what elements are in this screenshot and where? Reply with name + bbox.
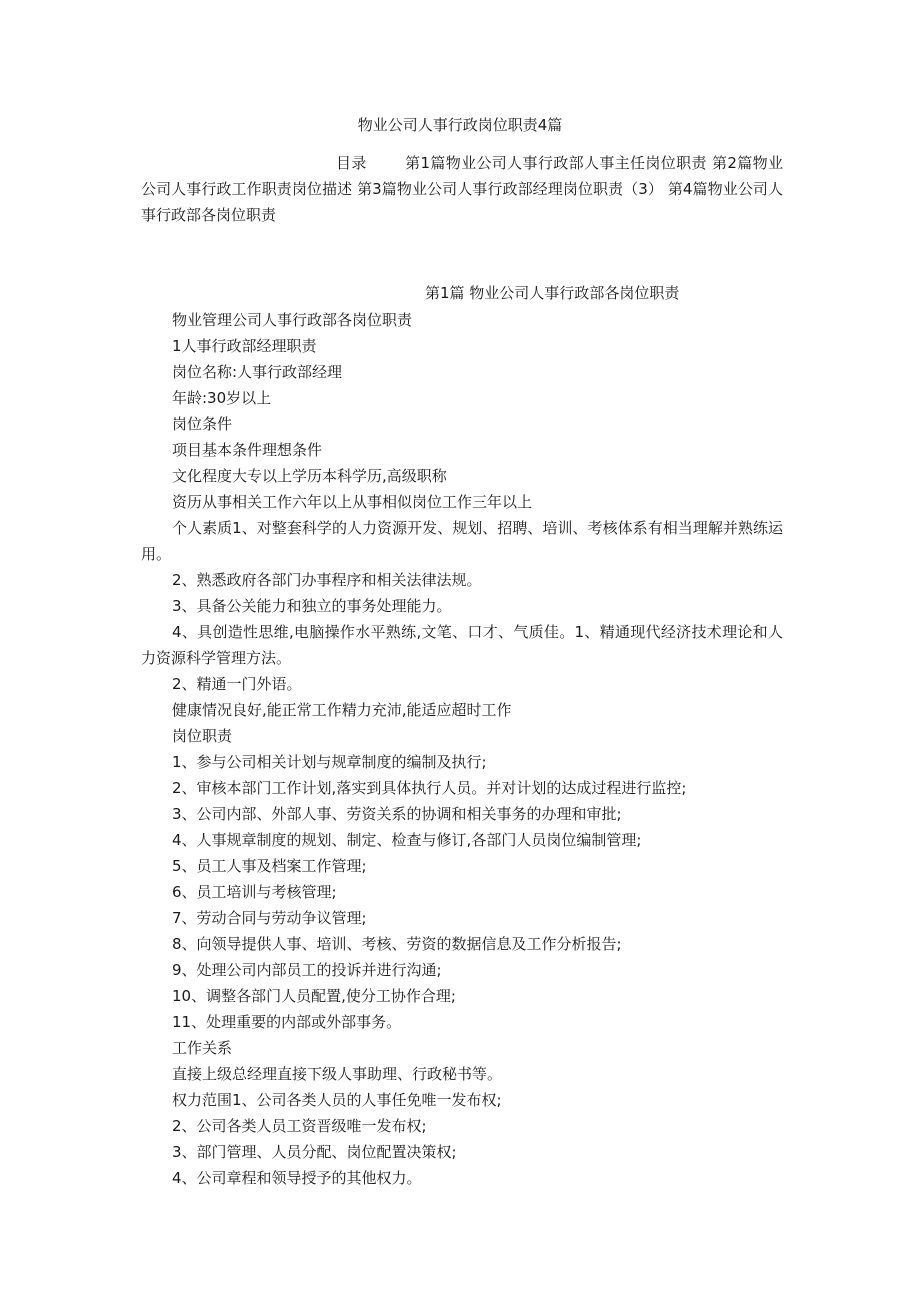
toc-entry: 第2篇物业公司人事行政工作职责岗位描述 <box>141 154 784 198</box>
paragraph: 2、公司各类人员工资晋级唯一发布权; <box>172 1117 427 1135</box>
toc-entry: 第1篇物业公司人事行政部人事主任岗位职责 <box>404 154 707 172</box>
paragraph: 岗位职责 <box>172 727 233 745</box>
paragraph: 健康情况良好,能正常工作精力充沛,能适应超时工作 <box>172 701 512 719</box>
paragraph: 3、具备公关能力和独立的事务处理能力。 <box>172 597 452 615</box>
toc-entry: 第3篇物业公司人事行政部经理岗位职责（3） <box>357 180 663 198</box>
paragraph: 年龄:30岁以上 <box>172 389 272 407</box>
paragraph: 岗位名称:人事行政部经理 <box>172 363 343 381</box>
paragraph: 5、员工人事及档案工作管理; <box>172 857 367 875</box>
paragraph: 9、处理公司内部员工的投诉并进行沟通; <box>172 961 442 979</box>
paragraph: 直接上级总经理直接下级人事助理、行政秘书等。 <box>172 1065 503 1083</box>
paragraph: 3、公司内部、外部人事、劳资关系的协调和相关事务的办理和审批; <box>172 805 622 823</box>
paragraph: 3、部门管理、人员分配、岗位配置决策权; <box>172 1143 457 1161</box>
document-title: 物业公司人事行政岗位职责4篇 <box>357 116 563 134</box>
paragraph: 物业管理公司人事行政部各岗位职责 <box>172 311 413 329</box>
paragraph: 2、熟悉政府各部门办事程序和相关法律法规。 <box>172 571 482 589</box>
paragraph: 7、劳动合同与劳动争议管理; <box>172 909 367 927</box>
paragraph: 项目基本条件理想条件 <box>172 441 323 459</box>
section-body <box>141 307 783 1191</box>
paragraph: 1、参与公司相关计划与规章制度的编制及执行; <box>172 753 487 771</box>
toc-label: 目录 <box>336 154 367 172</box>
toc-entry: 第4篇物业公司人事行政部各岗位职责 <box>141 180 783 224</box>
table-of-contents <box>141 150 783 228</box>
paragraph: 8、向领导提供人事、培训、考核、劳资的数据信息及工作分析报告; <box>172 935 622 953</box>
paragraph: 4、人事规章制度的规划、制定、检查与修订,各部门人员岗位编制管理; <box>172 831 642 849</box>
paragraph: 文化程度大专以上学历本科学历,高级职称 <box>172 467 447 485</box>
paragraph: 4、公司章程和领导授予的其他权力。 <box>172 1169 422 1187</box>
document-page: 物业公司人事行政岗位职责4篇 目录 第1篇物业公司人事行政部人事主任岗位职责 第2篇物业公司人事行政工作职责岗位描述 第3篇物业公司人事行政部经理岗位职责（3） 第4篇物业公司人事行政部各岗位职责 第1篇 物业公司人事行政部各岗位职责 物业管理公司人事行政部各岗位职责 1人事行政部经理职责 岗位名称:人事行政部经理 年龄:30岁以上 岗位条件 项目基本条件理想条件 文化程度大专以上学历本科学历,高级职称 资历从事相关工作六年以上从事相似岗位工作三年以上 个人素质1、对整套科学的人力资源开发、规划、招聘、培训、考核体系有相当理解并熟练运用。 2、熟悉政府各部门办事程序和相关法律法规。 3、具备公关能力和独立的事务处理能力。 4、具创造性思维,电脑操作水平熟练,文笔、口才、气质佳。1、精通现代经济技术理论和人力资源科学管理方法。 2、精通一门外语。 健康情况良好,能正常工作精力充沛,能适应超时工作 岗位职责 1、参与公司相关计划与规章制度的编制及执行; 2、审核本部门工作计划,落实到具体执行人员。并对计划的达成过程进行监控; 3、公司内部、外部人事、劳资关系的协调和相关事务的办理和审批; 4、人事规章制度的规划、制定、检查与修订,各部门人员岗位编制管理; 5、员工人事及档案工作管理; 6、员工培训与考核管理; 7、劳动合同与劳动争议管理; 8、向领导提供人事、培训、考核、劳资的数据信息及工作分析报告; 9、处理公司内部员工的投诉并进行沟通; 10、调整各部门人员配置,使分工协作合理; 11、处理重要的内部或外部事务。 工作关系 直接上级总经理直接下级人事助理、行政秘书等。 权力范围1、公司各类人员的人事任免唯一发布权; 2、公司各类人员工资晋级唯一发布权; 3、部门管理、人员分配、岗位配置决策权; 4、公司章程和领导授予的其他权力。 <box>0 0 920 1302</box>
paragraph: 10、调整各部门人员配置,使分工协作合理; <box>172 987 456 1005</box>
paragraph: 4、具创造性思维,电脑操作水平熟练,文笔、口才、气质佳。1、精通现代经济技术理论和人力资源科学管理方法。 <box>141 623 783 667</box>
paragraph: 工作关系 <box>172 1039 233 1057</box>
paragraph: 权力范围1、公司各类人员的人事任免唯一发布权; <box>172 1091 502 1109</box>
paragraph: 2、精通一门外语。 <box>172 675 302 693</box>
paragraph: 岗位条件 <box>172 415 233 433</box>
paragraph: 6、员工培训与考核管理; <box>172 883 337 901</box>
paragraph: 2、审核本部门工作计划,落实到具体执行人员。并对计划的达成过程进行监控; <box>172 779 687 797</box>
paragraph: 11、处理重要的内部或外部事务。 <box>172 1013 402 1031</box>
paragraph: 1人事行政部经理职责 <box>172 337 317 355</box>
paragraph: 个人素质1、对整套科学的人力资源开发、规划、招聘、培训、考核体系有相当理解并熟练运用。 <box>141 519 783 563</box>
paragraph: 资历从事相关工作六年以上从事相似岗位工作三年以上 <box>172 493 533 511</box>
